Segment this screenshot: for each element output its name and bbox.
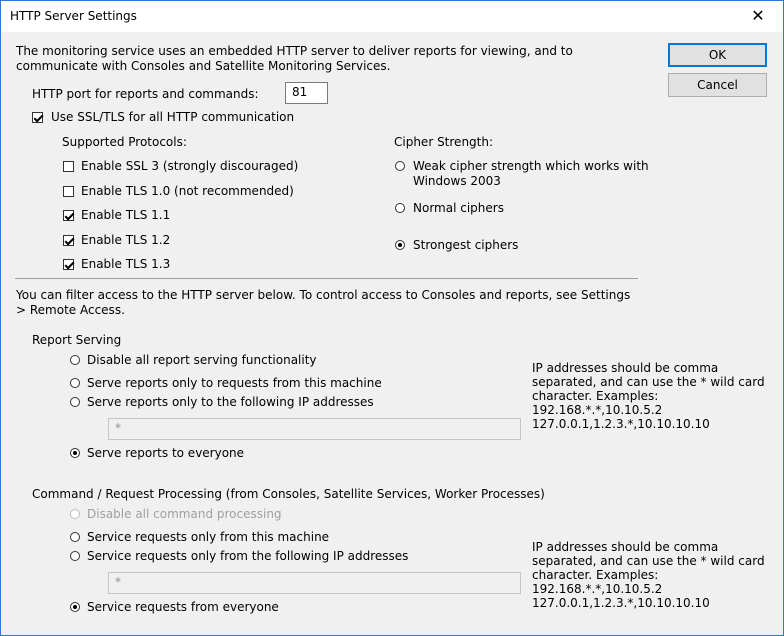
cipher-weak-radio[interactable]: [395, 161, 405, 171]
tls13-checkbox[interactable]: [63, 259, 74, 270]
command-local-radio[interactable]: [70, 532, 80, 542]
report-disable-label: Disable all report serving functionality: [87, 353, 317, 367]
cipher-normal-label: Normal ciphers: [413, 201, 504, 215]
cipher-strongest-radio[interactable]: [395, 240, 405, 250]
report-everyone-label: Serve reports to everyone: [87, 446, 245, 460]
command-heading: Command / Request Processing (from Consoles, Satellite Services, Worker Processes): [32, 487, 545, 501]
report-ip-help: IP addresses should be comma separated, and can use the * wild card character. Examples: 192.168.*.*,10.10.5.2 127.0.0.1,1.2.3.*,10.10.10.10: [532, 361, 765, 431]
close-icon[interactable]: ✕: [751, 6, 765, 25]
command-ip-input[interactable]: *: [108, 572, 521, 594]
cipher-heading: Cipher Strength:: [394, 135, 494, 149]
tls11-checkbox[interactable]: [63, 210, 74, 221]
ssl3-checkbox[interactable]: [63, 161, 74, 172]
command-ip-label: Service requests only from the following IP addresses: [87, 549, 409, 563]
ssl-checkbox[interactable]: [32, 112, 43, 123]
cipher-strongest-label: Strongest ciphers: [413, 238, 519, 252]
filter-text: You can filter access to the HTTP server below. To control access to Consoles and reports, see Settings > Remote Access.: [16, 288, 631, 317]
command-ip-help: IP addresses should be comma separated, and can use the * wild card character. Examples: 192.168.*.*,10.10.5.2 127.0.0.1,1.2.3.*,10.10.10.10: [532, 540, 765, 610]
title-bar: [1, 1, 783, 32]
tls11-label: Enable TLS 1.1: [81, 208, 171, 222]
cipher-normal-radio[interactable]: [395, 203, 405, 213]
ssl-label: Use SSL/TLS for all HTTP communication: [51, 110, 295, 124]
port-input[interactable]: 81: [285, 82, 328, 104]
cancel-button[interactable]: Cancel: [668, 73, 767, 97]
command-ip-radio[interactable]: [70, 551, 80, 561]
cipher-weak-label: Weak cipher strength which works with Windows 2003: [413, 159, 649, 188]
command-local-label: Service requests only from this machine: [87, 530, 330, 544]
tls10-checkbox[interactable]: [63, 186, 74, 197]
tls12-checkbox[interactable]: [63, 235, 74, 246]
ok-button[interactable]: OK: [668, 43, 767, 67]
report-local-label: Serve reports only to requests from this machine: [87, 376, 382, 390]
command-everyone-radio[interactable]: [70, 602, 80, 612]
report-heading: Report Serving: [32, 333, 122, 347]
window-title: HTTP Server Settings: [10, 9, 137, 23]
report-ip-label: Serve reports only to the following IP addresses: [87, 395, 374, 409]
command-everyone-label: Service requests from everyone: [87, 600, 279, 614]
ssl3-label: Enable SSL 3 (strongly discouraged): [81, 159, 299, 173]
report-disable-radio[interactable]: [70, 355, 80, 365]
report-local-radio[interactable]: [70, 378, 80, 388]
command-disable-label: Disable all command processing: [87, 507, 282, 521]
report-everyone-radio[interactable]: [70, 448, 80, 458]
divider: [15, 278, 638, 279]
intro-text: The monitoring service uses an embedded HTTP server to deliver reports for viewing, and to communicate with Consoles and Satellite Monitoring Services.: [16, 44, 573, 73]
command-disable-radio: [70, 509, 80, 519]
tls12-label: Enable TLS 1.2: [81, 233, 171, 247]
tls13-label: Enable TLS 1.3: [81, 257, 171, 271]
report-ip-input[interactable]: *: [108, 418, 521, 440]
report-ip-radio[interactable]: [70, 397, 80, 407]
tls10-label: Enable TLS 1.0 (not recommended): [81, 184, 294, 198]
protocols-heading: Supported Protocols:: [62, 135, 187, 149]
port-label: HTTP port for reports and commands:: [32, 87, 259, 101]
